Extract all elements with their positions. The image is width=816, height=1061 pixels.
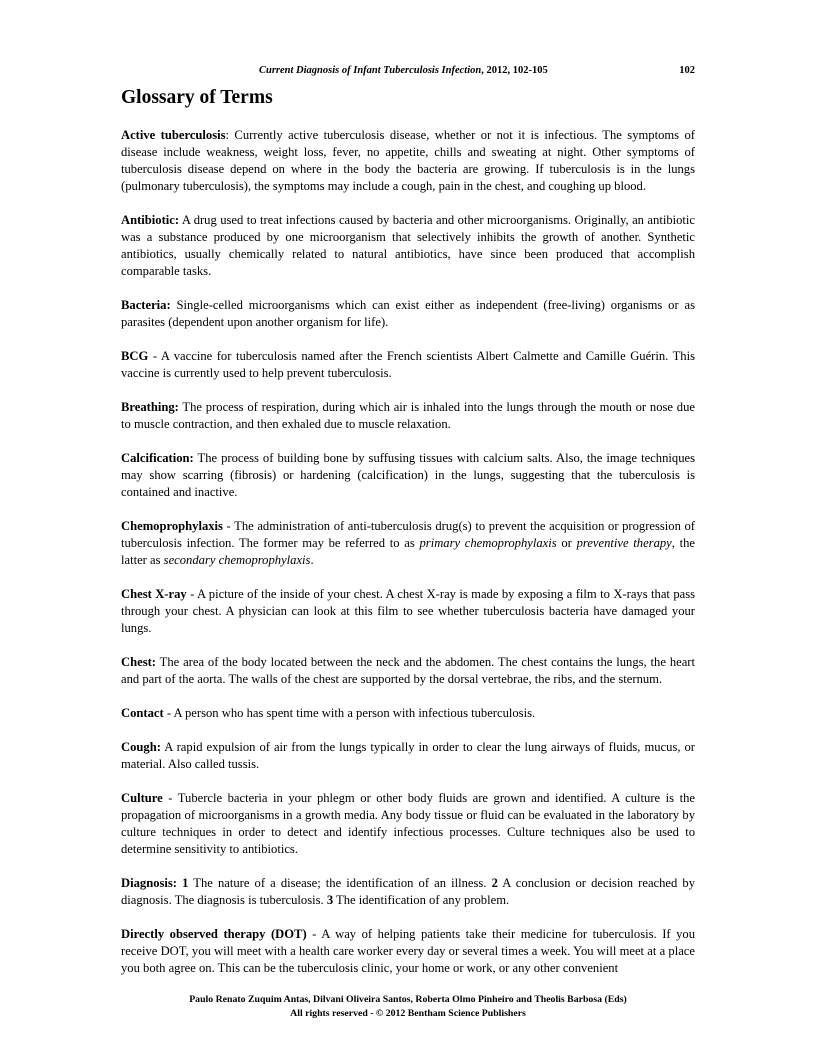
glossary-term: Antibiotic: bbox=[121, 213, 180, 227]
glossary-term: Active tuberculosis bbox=[121, 128, 226, 142]
glossary-entry bbox=[121, 739, 695, 773]
glossary-definition-text: preventive therapy bbox=[576, 536, 672, 550]
glossary-definition-text: A conclusion or decision reached by diagnosis. The diagnosis is tuberculosis. bbox=[121, 876, 696, 907]
glossary-entry bbox=[121, 654, 695, 688]
glossary-definition-text: - The administration of anti-tuberculosis drug(s) to prevent the acquisition or progression of tuberculosis infection. The former may be referred to as bbox=[121, 519, 695, 550]
glossary-definition-text: The area of the body located between the neck and the abdomen. The chest contains the lungs, the heart and part of the aorta. The walls of the chest are supported by the dorsal vertebrae, the ribs, and the sternum. bbox=[121, 655, 695, 686]
running-header bbox=[121, 64, 695, 78]
glossary-term: Chest: bbox=[121, 655, 156, 669]
glossary-definition-text: 2 bbox=[491, 876, 498, 890]
glossary-definition-text: A rapid expulsion of air from the lungs typically in order to clear the lung airways of fluids, mucus, or material. Also called tussis. bbox=[121, 740, 695, 771]
glossary-definition-text: 1 bbox=[182, 876, 189, 890]
glossary-term: Breathing: bbox=[121, 400, 179, 414]
page-title: Glossary of Terms bbox=[121, 87, 273, 108]
page-footer bbox=[121, 993, 695, 1021]
footer-editors: Paulo Renato Zuquim Antas, Dilvani Oliveira Santos, Roberta Olmo Pinheiro and Theolis Barbosa (Eds) bbox=[189, 994, 627, 1005]
glossary-term: Directly observed therapy (DOT) bbox=[121, 927, 307, 941]
glossary-term: Diagnosis: bbox=[121, 876, 177, 890]
glossary-entry bbox=[121, 127, 695, 195]
glossary-definition-text: - A vaccine for tuberculosis named after the French scientists Albert Calmette and Camille Guérin. This vaccine is currently used to help prevent tuberculosis. bbox=[121, 349, 695, 380]
glossary-definition-text: primary chemoprophylaxis bbox=[419, 536, 557, 550]
glossary-definition-text: - A way of helping patients take their medicine for tuberculosis. If you receive DOT, you will meet with a health care worker every day or several times a week. You will meet at a place you both agree on. This can be the tuberculosis clinic, your home or work, or any other convenient bbox=[121, 927, 695, 975]
glossary-definition-text: The nature of a disease; the identification of an illness. bbox=[188, 876, 492, 890]
glossary-term: Contact bbox=[121, 706, 164, 720]
glossary-entry bbox=[121, 586, 695, 637]
glossary-definition-text: . bbox=[310, 553, 314, 567]
page-number: 102 bbox=[679, 65, 695, 76]
glossary-term: BCG bbox=[121, 349, 149, 363]
glossary-term: Chemoprophylaxis bbox=[121, 519, 223, 533]
glossary-entry bbox=[121, 212, 695, 280]
glossary-definition-text: The identification of any problem. bbox=[333, 893, 510, 907]
glossary-entry bbox=[121, 518, 695, 569]
glossary-term: Chest X-ray bbox=[121, 587, 187, 601]
glossary-definition-text: - A picture of the inside of your chest. A chest X-ray is made by exposing a film to X-rays that pass through your chest. A physician can look at this film to see whether tuberculosis bacteria have damaged your lungs. bbox=[121, 587, 696, 635]
glossary-definition-text: The process of building bone by suffusing tissues with calcium salts. Also, the image techniques may show scarring (fibrosis) or hardening (calcification) in the lungs, suggesting that the tuberculosis is contained and inactive. bbox=[121, 451, 695, 499]
glossary-entry bbox=[121, 297, 695, 331]
glossary-term: Bacteria: bbox=[121, 298, 171, 312]
glossary-definition-text: The process of respiration, during which air is inhaled into the lungs through the mouth or nose due to muscle contraction, and then exhaled due to muscle relaxation. bbox=[121, 400, 695, 431]
glossary-definition-text: A drug used to treat infections caused by bacteria and other microorganisms. Originally, an antibiotic was a substance produced by one microorganism that selectively inhibits the growth of another. Synthetic antibiotics, usually chemically related to natural antibiotics, have since been produced that accomplish comparable tasks. bbox=[121, 213, 695, 278]
glossary-entry bbox=[121, 705, 695, 722]
footer-copyright: All rights reserved - © 2012 Bentham Science Publishers bbox=[290, 1008, 526, 1019]
glossary-list bbox=[121, 127, 695, 977]
glossary-term: Culture bbox=[121, 791, 163, 805]
journal-citation bbox=[259, 64, 548, 78]
glossary-definition-text: secondary chemoprophylaxis bbox=[163, 553, 311, 567]
glossary-entry bbox=[121, 348, 695, 382]
journal-volume-pages: , 2012, 102-105 bbox=[481, 65, 548, 76]
journal-title: Current Diagnosis of Infant Tuberculosis Infection bbox=[259, 65, 482, 76]
glossary-term: Calcification: bbox=[121, 451, 194, 465]
glossary-entry bbox=[121, 790, 695, 858]
glossary-definition-text: : Currently active tuberculosis disease, whether or not it is infectious. The symptoms of disease include weakness, weight loss, fever, no appetite, chills and sweating at night. Other symptoms of tuberculosis disease depend on where in the body the bacteria are growing. If tuberculosis is in the lungs (pulmonary tuberculosis), the symptoms may include a cough, pain in the chest, and coughing up blood. bbox=[121, 128, 695, 193]
glossary-definition-text: Single-celled microorganisms which can exist either as independent (free-living) organisms or as parasites (dependent upon another organism for life). bbox=[121, 298, 695, 329]
glossary-entry bbox=[121, 926, 695, 977]
glossary-definition-text: - A person who has spent time with a person with infectious tuberculosis. bbox=[163, 706, 536, 720]
glossary-definition-text: , the latter as bbox=[121, 536, 696, 567]
glossary-term: Cough: bbox=[121, 740, 161, 754]
glossary-entry bbox=[121, 875, 695, 909]
glossary-definition-text: or bbox=[556, 536, 577, 550]
glossary-definition-text: 3 bbox=[326, 893, 334, 907]
glossary-definition-text: - Tubercle bacteria in your phlegm or other body fluids are grown and identified. A culture is the propagation of microorganisms in a growth media. Any body tissue or fluid can be evaluated in the laboratory by culture techniques in order to detect and identify infectious processes. Culture techniques also be used to determine sensitivity to antibiotics. bbox=[121, 791, 695, 856]
glossary-entry bbox=[121, 450, 695, 501]
glossary-entry bbox=[121, 399, 695, 433]
